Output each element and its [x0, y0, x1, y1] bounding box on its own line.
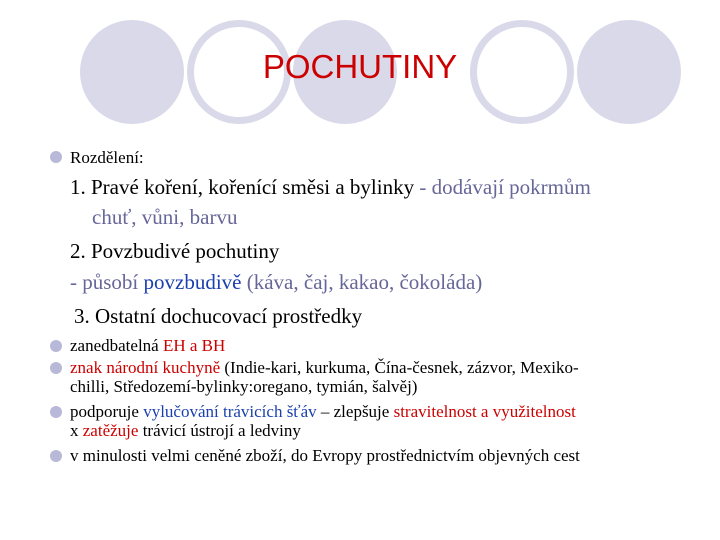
bullet-icon: [50, 362, 62, 374]
list-item-2-desc: [70, 270, 482, 295]
bullet-3: [70, 401, 576, 422]
bullet-3-highlight-blue: vylučování trávicích šťáv: [143, 402, 317, 421]
list-item-2-desc-a: - působí: [70, 270, 144, 294]
bullet-1-text: zanedbatelná: [70, 336, 163, 355]
list-item-3: 3. Ostatní dochucovací prostředky: [74, 304, 363, 328]
list-item-1-dash: -: [414, 175, 432, 199]
bullet-icon: [50, 450, 62, 462]
bullet-2-highlight: znak národní kuchyně: [70, 358, 221, 377]
bullet-3-text-d: trávicí ústrojí a ledviny: [138, 421, 301, 440]
list-item-2: 2. Povzbudivé pochutiny: [70, 239, 280, 263]
bullet-2-text: (Indie-kari, kurkuma, Čína-česnek, zázvor, Mexiko-: [220, 358, 579, 377]
list-item-2-desc-c: (káva, čaj, kakao, čokoláda): [241, 270, 483, 294]
bullet-3-text-a: podporuje: [70, 402, 144, 421]
bullet-3-continuation: [70, 420, 301, 441]
list-item-1-desc: dodávají pokrmům: [431, 175, 591, 199]
slide-title: POCHUTINY: [262, 48, 458, 85]
bullet-3-highlight-red-2: zatěžuje: [82, 421, 139, 440]
list-item-1-text: 1. Pravé koření, kořenící směsi a bylinky: [70, 175, 415, 199]
bullet-icon: [50, 151, 62, 163]
bullet-1-highlight: EH a BH: [162, 336, 226, 355]
bullet-icon: [50, 406, 62, 418]
bullet-3-highlight-red: stravitelnost a využitelnost: [393, 402, 576, 421]
bullet-icon: [50, 340, 62, 352]
bullet-2-continuation: chilli, Středozemí-bylinky:oregano, tymián, šalvěj): [70, 377, 418, 396]
intro-text: Rozdělení:: [70, 148, 144, 167]
bullet-2: [70, 357, 579, 378]
bullet-1: [70, 335, 225, 356]
list-item-1-continuation: chuť, vůni, barvu: [92, 205, 238, 229]
bullet-4: v minulosti velmi ceněné zboží, do Evropy prostřednictvím objevných cest: [70, 446, 580, 465]
list-item-1: [70, 175, 591, 200]
bullet-3-text-c: x: [70, 421, 83, 440]
bullet-3-text-b: – zlepšuje: [316, 402, 394, 421]
list-item-2-highlight: povzbudivě: [143, 270, 242, 294]
